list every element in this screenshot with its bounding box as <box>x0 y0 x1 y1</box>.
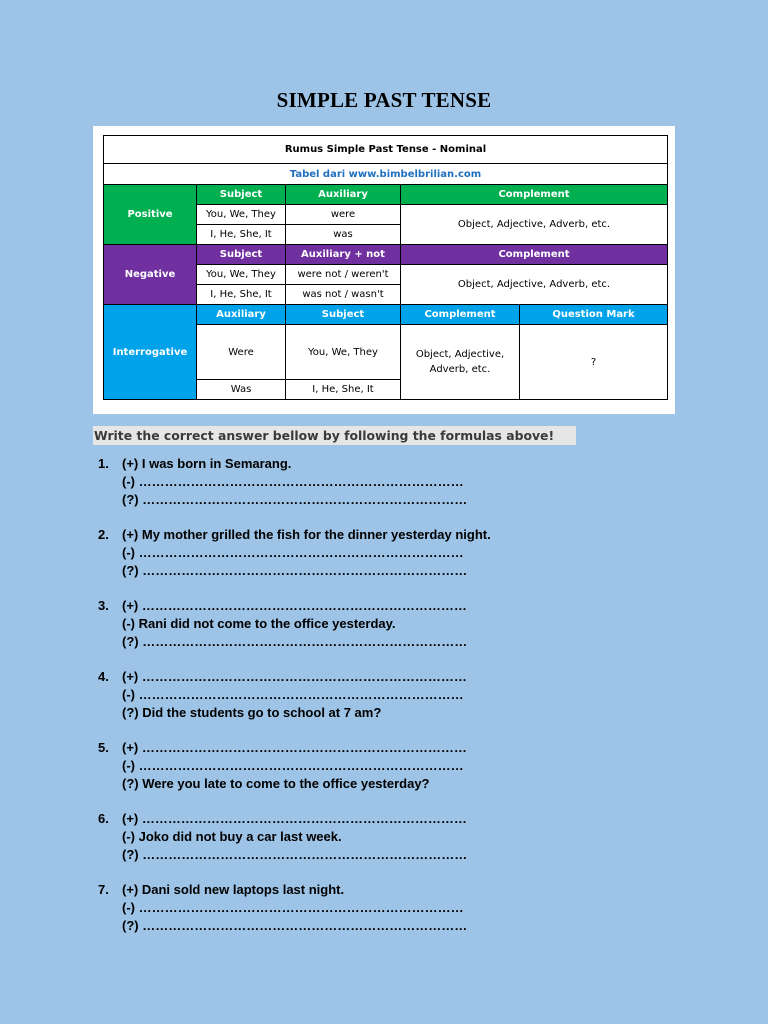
exercise-number: 1. <box>98 456 109 471</box>
exercise-line: (?) ………………………………………………………………… <box>122 492 468 507</box>
exercise-line: (?) Did the students go to school at 7 am? <box>122 705 382 720</box>
exercise-line: (?) ………………………………………………………………… <box>122 918 468 933</box>
exercise-line: (?) ………………………………………………………………… <box>122 847 468 862</box>
exercise-line: (-) ………………………………………………………………… <box>122 474 464 489</box>
instruction-text: Write the correct answer bellow by following the formulas above! <box>93 426 576 445</box>
exercise-list <box>98 455 491 952</box>
table-cell: I, He, She, It <box>197 225 286 245</box>
positive-label: Positive <box>104 185 197 245</box>
interrogative-complement: Object, Adjective, Adverb, etc. <box>401 325 520 400</box>
table-cell: You, We, They <box>286 325 401 380</box>
exercise-item <box>98 810 491 864</box>
exercise-line: (+) ………………………………………………………………… <box>122 740 467 755</box>
formula-table-image <box>93 126 675 414</box>
exercise-item <box>98 739 491 793</box>
positive-header-subject: Subject <box>197 185 286 205</box>
interrogative-label: Interrogative <box>104 305 197 400</box>
exercise-line: (-) ………………………………………………………………… <box>122 545 464 560</box>
exercise-line: (?) Were you late to come to the office yesterday? <box>122 776 430 791</box>
exercise-item <box>98 455 491 509</box>
exercise-line: (+) ………………………………………………………………… <box>122 669 467 684</box>
exercise-line: (-) ………………………………………………………………… <box>122 687 464 702</box>
table-cell: Was <box>197 380 286 400</box>
formula-table <box>103 135 668 400</box>
exercise-line: (+) ………………………………………………………………… <box>122 598 467 613</box>
table-cell: You, We, They <box>197 265 286 285</box>
exercise-line: (-) Rani did not come to the office yesterday. <box>122 616 396 631</box>
exercise-number: 4. <box>98 669 109 684</box>
exercise-item <box>98 881 491 935</box>
exercise-line: (+) I was born in Semarang. <box>122 456 292 471</box>
exercise-line: (-) ………………………………………………………………… <box>122 900 464 915</box>
interrogative-header-question-mark: Question Mark <box>520 305 668 325</box>
table-cell: Were <box>197 325 286 380</box>
positive-header-complement: Complement <box>401 185 668 205</box>
interrogative-question-mark: ? <box>520 325 668 400</box>
table-cell: I, He, She, It <box>286 380 401 400</box>
negative-header-complement: Complement <box>401 245 668 265</box>
table-cell: was not / wasn't <box>286 285 401 305</box>
exercise-item <box>98 597 491 651</box>
positive-complement: Object, Adjective, Adverb, etc. <box>401 205 668 245</box>
table-cell: were not / weren't <box>286 265 401 285</box>
exercise-number: 3. <box>98 598 109 613</box>
table-cell: was <box>286 225 401 245</box>
table-title: Rumus Simple Past Tense - Nominal <box>104 136 668 164</box>
exercise-item <box>98 526 491 580</box>
interrogative-header-subject: Subject <box>286 305 401 325</box>
exercise-line: (-) Joko did not buy a car last week. <box>122 829 342 844</box>
exercise-item <box>98 668 491 722</box>
negative-complement: Object, Adjective, Adverb, etc. <box>401 265 668 305</box>
table-cell: were <box>286 205 401 225</box>
exercise-line: (-) ………………………………………………………………… <box>122 758 464 773</box>
exercise-number: 5. <box>98 740 109 755</box>
exercise-line: (+) ………………………………………………………………… <box>122 811 467 826</box>
exercise-line: (?) ………………………………………………………………… <box>122 563 468 578</box>
exercise-line: (+) My mother grilled the fish for the dinner yesterday night. <box>122 527 491 542</box>
positive-header-auxiliary: Auxiliary <box>286 185 401 205</box>
negative-label: Negative <box>104 245 197 305</box>
table-cell: I, He, She, It <box>197 285 286 305</box>
exercise-line: (?) ………………………………………………………………… <box>122 634 468 649</box>
interrogative-header-complement: Complement <box>401 305 520 325</box>
exercise-line: (+) Dani sold new laptops last night. <box>122 882 345 897</box>
page-title: SIMPLE PAST TENSE <box>276 88 492 112</box>
table-source: Tabel dari www.bimbelbrilian.com <box>104 164 668 185</box>
exercise-number: 7. <box>98 882 109 897</box>
negative-header-auxiliary: Auxiliary + not <box>286 245 401 265</box>
exercise-number: 2. <box>98 527 109 542</box>
table-cell: You, We, They <box>197 205 286 225</box>
exercise-number: 6. <box>98 811 109 826</box>
interrogative-header-auxiliary: Auxiliary <box>197 305 286 325</box>
negative-header-subject: Subject <box>197 245 286 265</box>
